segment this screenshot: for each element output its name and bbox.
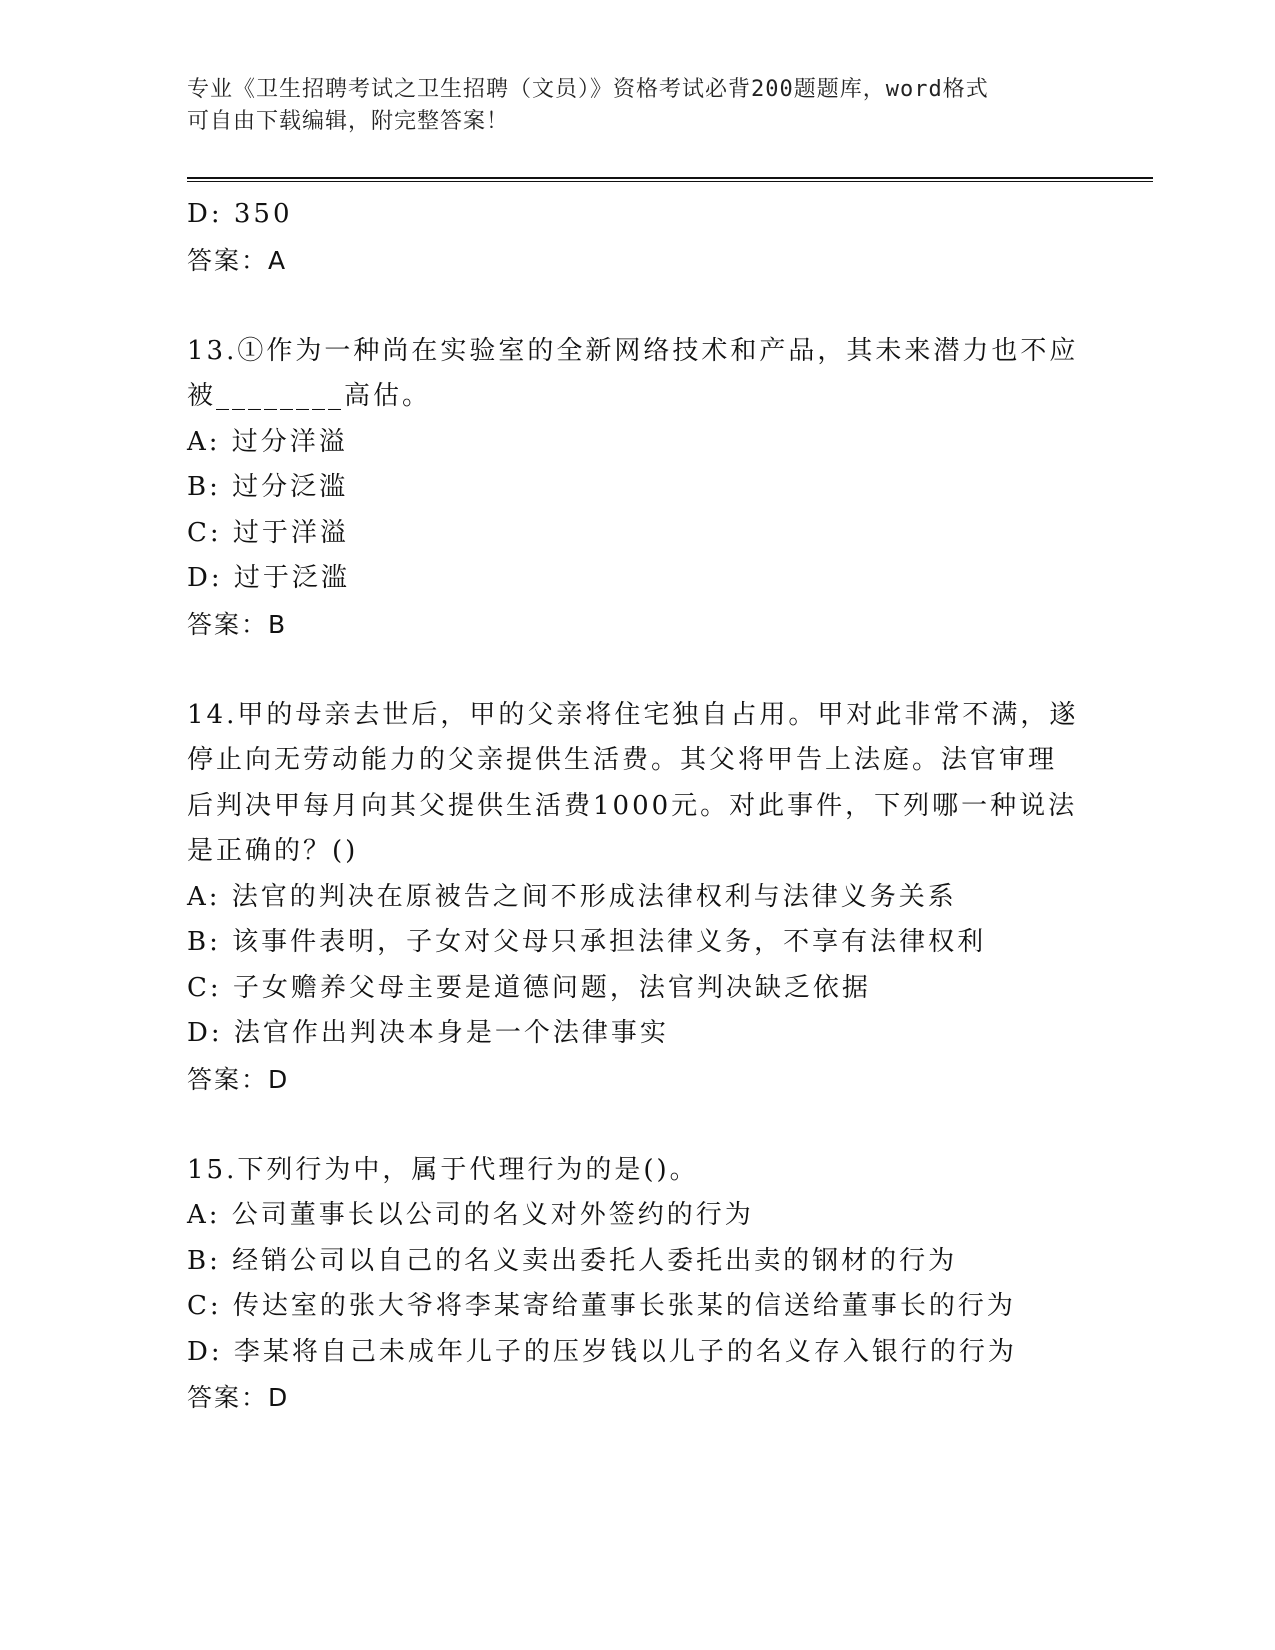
question-14-text-line-3: 后判决甲每月向其父提供生活费1000元。对此事件，下列哪一种说法 — [187, 790, 1078, 821]
question-13 — [187, 329, 1087, 648]
question-15-answer: 答案：D — [187, 1383, 290, 1412]
header-divider-thin — [187, 181, 1153, 182]
question-14-option-c: C: 子女赡养父母主要是道德问题，法官判决缺乏依据 — [187, 972, 871, 1003]
question-13-text-line-1: 13.①作为一种尚在实验室的全新网络技术和产品，其未来潜力也不应 — [187, 335, 1079, 366]
question-14-text-line-1: 14.甲的母亲去世后，甲的父亲将住宅独自占用。甲对此非常不满，遂 — [187, 699, 1079, 730]
question-13-answer: 答案：B — [187, 609, 288, 639]
question-14-text-line-2: 停止向无劳动能力的父亲提供生活费。其父将甲告上法庭。法官审理 — [187, 745, 1058, 775]
question-14-option-a: A: 法官的判决在原被告之间不形成法律权利与法律义务关系 — [187, 881, 957, 912]
spacer — [187, 283, 1087, 329]
header-title-line-2: 可自由下载编辑，附完整答案！ — [187, 109, 510, 134]
question-14-option-d: D: 法官作出判决本身是一个法律事实 — [187, 1018, 669, 1048]
prev-option-d: D: 350 — [187, 199, 293, 229]
question-14-text-line-4: 是正确的？() — [187, 836, 359, 866]
prev-answer: 答案：A — [187, 245, 288, 275]
header-title-line-1: 专业《卫生招聘考试之卫生招聘（文员）》资格考试必背200题题库，word格式 — [187, 77, 989, 102]
question-15 — [187, 1148, 1087, 1421]
question-15-option-b: B: 经销公司以自己的名义卖出委托人委托出卖的钢材的行为 — [187, 1245, 958, 1276]
question-14-option-b: B: 该事件表明，子女对父母只承担法律义务，不享有法律权利 — [187, 927, 987, 957]
spacer — [187, 647, 1087, 693]
question-15-option-c: C: 传达室的张大爷将李某寄给董事长张某的信送给董事长的行为 — [187, 1291, 1016, 1321]
question-15-option-a: A: 公司董事长以公司的名义对外签约的行为 — [187, 1200, 754, 1230]
page-header — [187, 74, 1067, 138]
question-13-option-b: B: 过分泛滥 — [187, 472, 349, 502]
question-13-option-c: C: 过于洋溢 — [187, 517, 349, 548]
question-14-answer: 答案：D — [187, 1064, 290, 1094]
header-divider-thick — [187, 177, 1153, 179]
question-15-option-d: D: 李某将自己未成年儿子的压岁钱以儿子的名义存入银行的行为 — [187, 1336, 1017, 1367]
question-14 — [187, 693, 1087, 1103]
spacer — [187, 1102, 1087, 1148]
question-13-option-a: A: 过分洋溢 — [187, 426, 348, 457]
question-13-text-line-2: 被________高估。 — [187, 381, 432, 411]
question-13-option-d: D: 过于泛滥 — [187, 563, 350, 593]
document-body — [187, 192, 1087, 1421]
question-15-text-line-1: 15.下列行为中，属于代理行为的是()。 — [187, 1154, 699, 1185]
